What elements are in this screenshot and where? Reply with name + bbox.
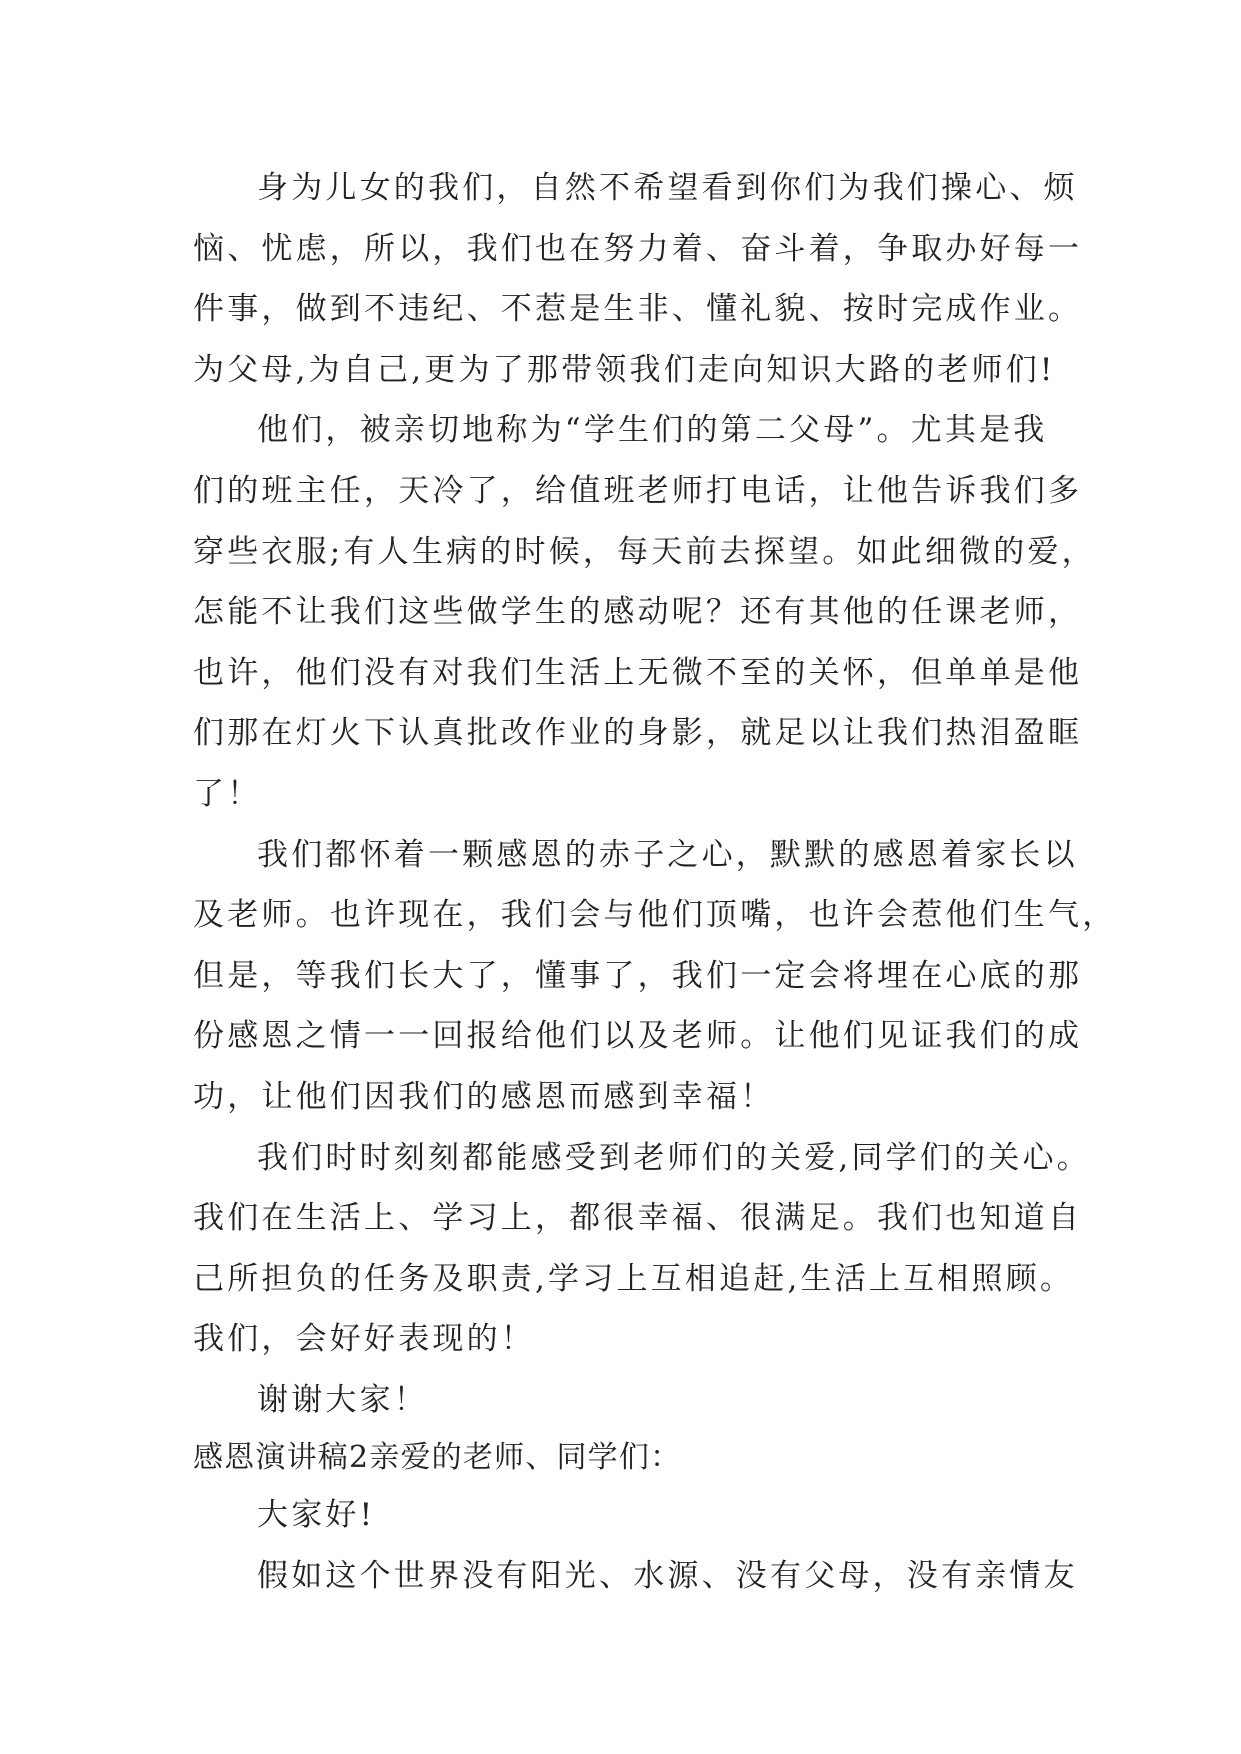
paragraph-line: 穿些衣服;有人生病的时候，每天前去探望。如此细微的爱，	[193, 533, 1096, 570]
paragraph-line: 及老师。也许现在，我们会与他们顶嘴，也许会惹他们生气，	[193, 897, 1117, 934]
paragraph-line: 我们在生活上、学习上，都很幸福、很满足。我们也知道自	[193, 1200, 1083, 1237]
paragraph-line: 为父母,为自己,更为了那带领我们走向知识大路的老师们!	[193, 351, 1056, 388]
paragraph-line: 他们，被亲切地称为“学生们的第二父母”。尤其是我	[257, 412, 1048, 449]
greeting-line: 大家好!	[257, 1497, 376, 1534]
paragraph-line: 恼、忧虑，所以，我们也在努力着、奋斗着，争取办好每一	[193, 230, 1083, 267]
paragraph-line: 我们，会好好表现的！	[193, 1321, 535, 1358]
paragraph-line: 身为儿女的我们，自然不希望看到你们为我们操心、烦	[257, 170, 1078, 206]
paragraph-line: 也许，他们没有对我们生活上无微不至的关怀，但单单是他	[193, 654, 1083, 691]
paragraph-line: 们的班主任，天冷了，给值班老师打电话，让他告诉我们多	[193, 472, 1083, 509]
paragraph-line: 份感恩之情一一回报给他们以及老师。让他们见证我们的成	[193, 1018, 1083, 1055]
speech-title: 感恩演讲稿2亲爱的老师、同学们：	[193, 1440, 682, 1476]
paragraph-line: 怎能不让我们这些做学生的感动呢？还有其他的任课老师，	[193, 594, 1083, 631]
paragraph-line: 假如这个世界没有阳光、水源、没有父母，没有亲情友	[257, 1558, 1078, 1595]
paragraph-line: 我们都怀着一颗感恩的赤子之心，默默的感恩着家长以	[257, 836, 1078, 873]
paragraph-line: 己所担负的任务及职责,学习上互相追赶,生活上互相照顾。	[193, 1260, 1075, 1297]
paragraph-line: 但是，等我们长大了，懂事了，我们一定会将埋在心底的那	[193, 957, 1083, 994]
document-body	[193, 158, 1117, 1607]
paragraph-line: 们那在灯火下认真批改作业的身影，就足以让我们热泪盈眶	[193, 715, 1083, 752]
closing-line: 谢谢大家！	[257, 1381, 428, 1418]
paragraph-line: 了！	[193, 775, 262, 812]
paragraph-line: 我们时时刻刻都能感受到老师们的关爱,同学们的关心。	[257, 1139, 1091, 1176]
paragraph-line: 件事，做到不违纪、不惹是生非、懂礼貌、按时完成作业。	[193, 291, 1083, 328]
paragraph-line: 功，让他们因我们的感恩而感到幸福！	[193, 1078, 775, 1115]
